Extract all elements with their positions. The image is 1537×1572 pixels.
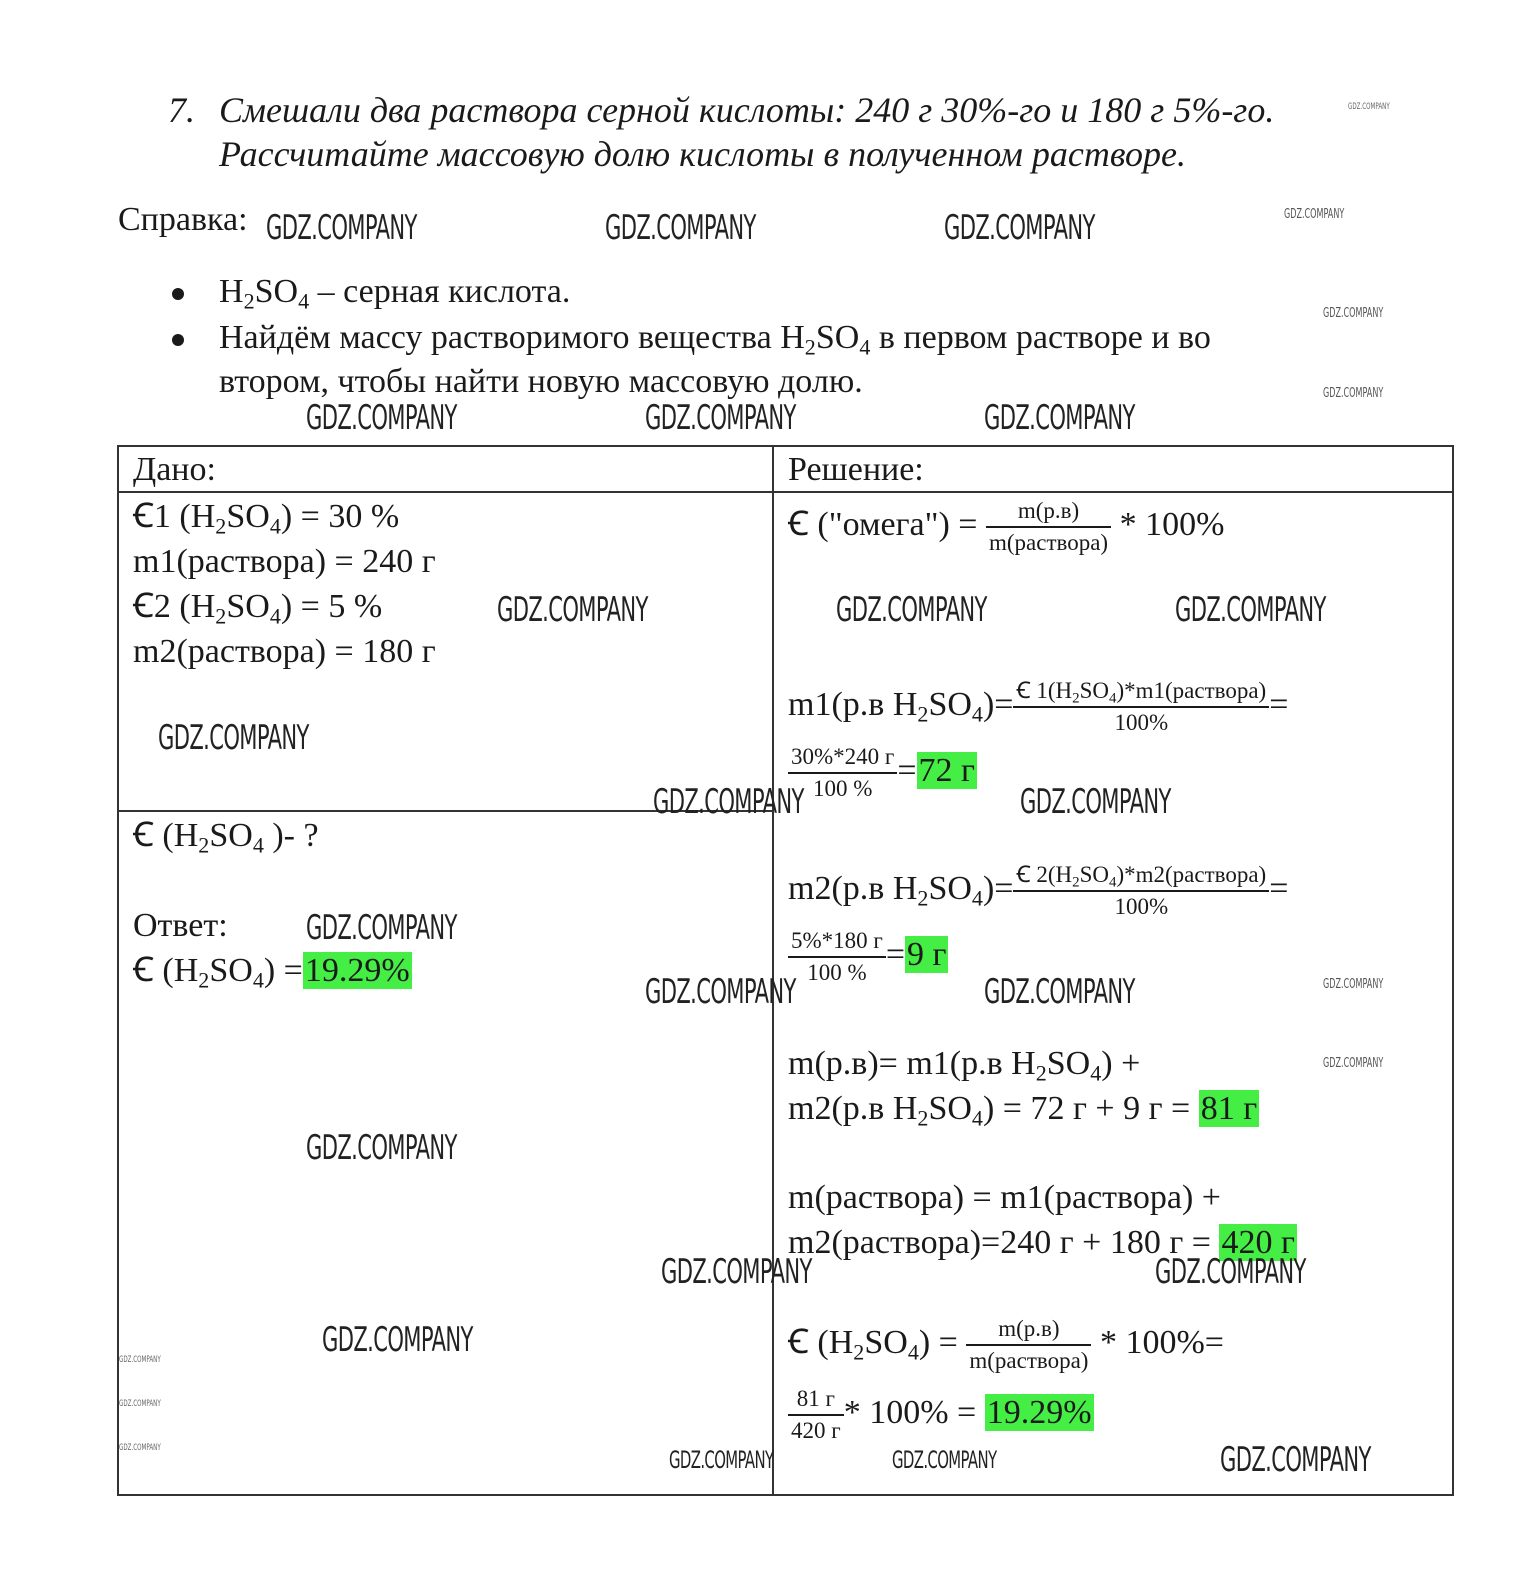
watermark: GDZ.COMPANY — [1284, 207, 1345, 222]
mass-sum-result: 81 г — [1200, 1090, 1258, 1127]
watermark: GDZ.COMPANY — [669, 1446, 774, 1474]
watermark: GDZ.COMPANY — [306, 398, 457, 438]
omega-fraction: $\frac{m(р.в)}{\text{m(раствора)}}$ — [986, 496, 1111, 558]
watermark: GDZ.COMPANY — [1220, 1440, 1371, 1480]
watermark: GDZ.COMPANY — [1175, 590, 1326, 630]
answer-line: Ꞓ $(H_2SO_4) =19.29\%$ — [133, 952, 410, 993]
final-fraction: $\frac{m(р.в)}{\text{m(раствора)}}$ — [966, 1314, 1091, 1376]
bullet-1 — [172, 288, 184, 300]
watermark: GDZ.COMPANY — [306, 1128, 457, 1168]
m1-fraction: $\frac{Ꞓ 1(H_2SO_4)*m1(раствора)}{100\%}$ — [1013, 676, 1269, 738]
given-w2: Ꞓ2 $(H_2SO_4) = 5$ % — [133, 588, 383, 629]
problem-line-2: Рассчитайте массовую долю кислоты в полученном растворе. — [219, 134, 1186, 174]
given-m2: m2(раствора) = 180 г — [133, 633, 436, 670]
solution-header: Решение: — [788, 451, 924, 488]
watermark: GDZ.COMPANY — [1323, 386, 1384, 401]
watermark: GDZ.COMPANY — [119, 1355, 161, 1365]
watermark: GDZ.COMPANY — [984, 398, 1135, 438]
watermark: GDZ.COMPANY — [661, 1252, 812, 1292]
watermark: GDZ.COMPANY — [119, 1399, 161, 1409]
watermark: GDZ.COMPANY — [119, 1443, 161, 1453]
given-header: Дано: — [133, 451, 216, 488]
solution-m1-calc: $\frac{30\%*240 г}{100 \%}$ =72 г — [788, 742, 977, 804]
watermark: GDZ.COMPANY — [1155, 1252, 1306, 1292]
watermark: GDZ.COMPANY — [158, 718, 309, 758]
solution-final-formula: Ꞓ $(H_2SO_4)$ = $\frac{m(р.в)}{\text{m(раствора)}}$ * 100%= — [788, 1314, 1224, 1376]
watermark: GDZ.COMPANY — [984, 972, 1135, 1012]
watermark: GDZ.COMPANY — [605, 208, 756, 248]
table-column-divider — [772, 445, 774, 1496]
watermark: GDZ.COMPANY — [1323, 306, 1384, 321]
given-w1: Ꞓ1 $(H_2SO_4) = 30$ % — [133, 498, 400, 539]
m2-calc-fraction: $\frac{5\%*180 г}{100 \%}$ — [788, 926, 886, 988]
table-header-divider — [117, 491, 1454, 493]
solution-mass-result: 420 г — [1221, 1224, 1295, 1261]
watermark: GDZ.COMPANY — [497, 590, 648, 630]
reference-label: Справка: — [118, 201, 248, 238]
watermark: GDZ.COMPANY — [836, 590, 987, 630]
problem-number: 7. — [168, 90, 195, 130]
watermark: GDZ.COMPANY — [266, 208, 417, 248]
solution-solution-mass-line-2: m2(раствора)=240 г + 180 г = 420 г — [788, 1224, 1295, 1261]
watermark: GDZ.COMPANY — [944, 208, 1095, 248]
solution-m2-calc: $\frac{5\%*180 г}{100 \%}$ =9 г — [788, 926, 948, 988]
table-right-border — [1452, 445, 1454, 1496]
watermark: GDZ.COMPANY — [306, 908, 457, 948]
solution-mass-sum-line-2: m2(р.в $H_2SO_4) = 72$ г + 9 г = 81 г — [788, 1090, 1258, 1131]
answer-value: 19.29% — [304, 952, 410, 989]
m2-fraction: $\frac{Ꞓ 2(H_2SO_4)*m2(раствора)}{100\%}$ — [1013, 860, 1269, 922]
m1-calc-fraction: $\frac{30\%*240 г}{100 \%}$ — [788, 742, 897, 804]
m2-result: 9 г — [907, 935, 947, 973]
watermark: GDZ.COMPANY — [653, 782, 804, 822]
solution-omega-formula: Ꞓ ("омега") = $\frac{m(р.в)}{\text{m(раствора)}}$ * 100% — [788, 496, 1224, 558]
solution-m2-formula: m2(р.в $H_2SO_4)=$ $\frac{Ꞓ 2(H_2SO_4)*m2(раствора)}{100\%}$ = — [788, 860, 1288, 922]
solution-mass-sum-line-1: m(р.в)= m1(р.в $H_2SO_4$) + — [788, 1045, 1141, 1086]
watermark: GDZ.COMPANY — [892, 1446, 997, 1474]
solution-m1-formula: m1(р.в $H_2SO_4)=$ $\frac{Ꞓ 1(H_2SO_4)*m1(раствора)}{100\%}$ = — [788, 676, 1288, 738]
reference-bullet-2: Найдём массу растворимого вещества $H_2SO_4$ в первом растворе и во — [219, 319, 1211, 360]
watermark: GDZ.COMPANY — [1020, 782, 1171, 822]
watermark: GDZ.COMPANY — [645, 972, 796, 1012]
reference-bullet-2-line-2: втором, чтобы найти новую массовую долю. — [219, 363, 863, 400]
bullet-2 — [172, 334, 184, 346]
given-m1: m1(раствора) = 240 г — [133, 543, 436, 580]
table-bottom-border — [117, 1494, 1454, 1496]
watermark: GDZ.COMPANY — [645, 398, 796, 438]
problem-line-1: Смешали два раствора серной кислоты: 240 г 30%-го и 180 г 5%-го. — [219, 90, 1275, 130]
final-result: 19.29% — [986, 1393, 1092, 1431]
watermark: GDZ.COMPANY — [322, 1320, 473, 1360]
final-calc-fraction: $\frac{81 г}{420 г}$ — [788, 1384, 844, 1446]
m1-result: 72 г — [918, 751, 975, 789]
solution-solution-mass-line-1: m(раствора) = m1(раствора) + — [788, 1179, 1221, 1216]
find-question: Ꞓ ($H_2SO_4$ )- ? — [133, 817, 319, 858]
answer-label: Ответ: — [133, 907, 228, 944]
watermark: GDZ.COMPANY — [1323, 1056, 1384, 1071]
solution-final-calc: $\frac{81 г}{420 г}$ * 100% = 19.29% — [788, 1384, 1094, 1446]
watermark: GDZ.COMPANY — [1348, 102, 1390, 112]
table-top-border — [117, 445, 1454, 447]
reference-bullet-1: $H_2SO_4$ – серная кислота. — [219, 273, 571, 314]
table-left-border — [117, 445, 119, 1496]
watermark: GDZ.COMPANY — [1323, 977, 1384, 992]
